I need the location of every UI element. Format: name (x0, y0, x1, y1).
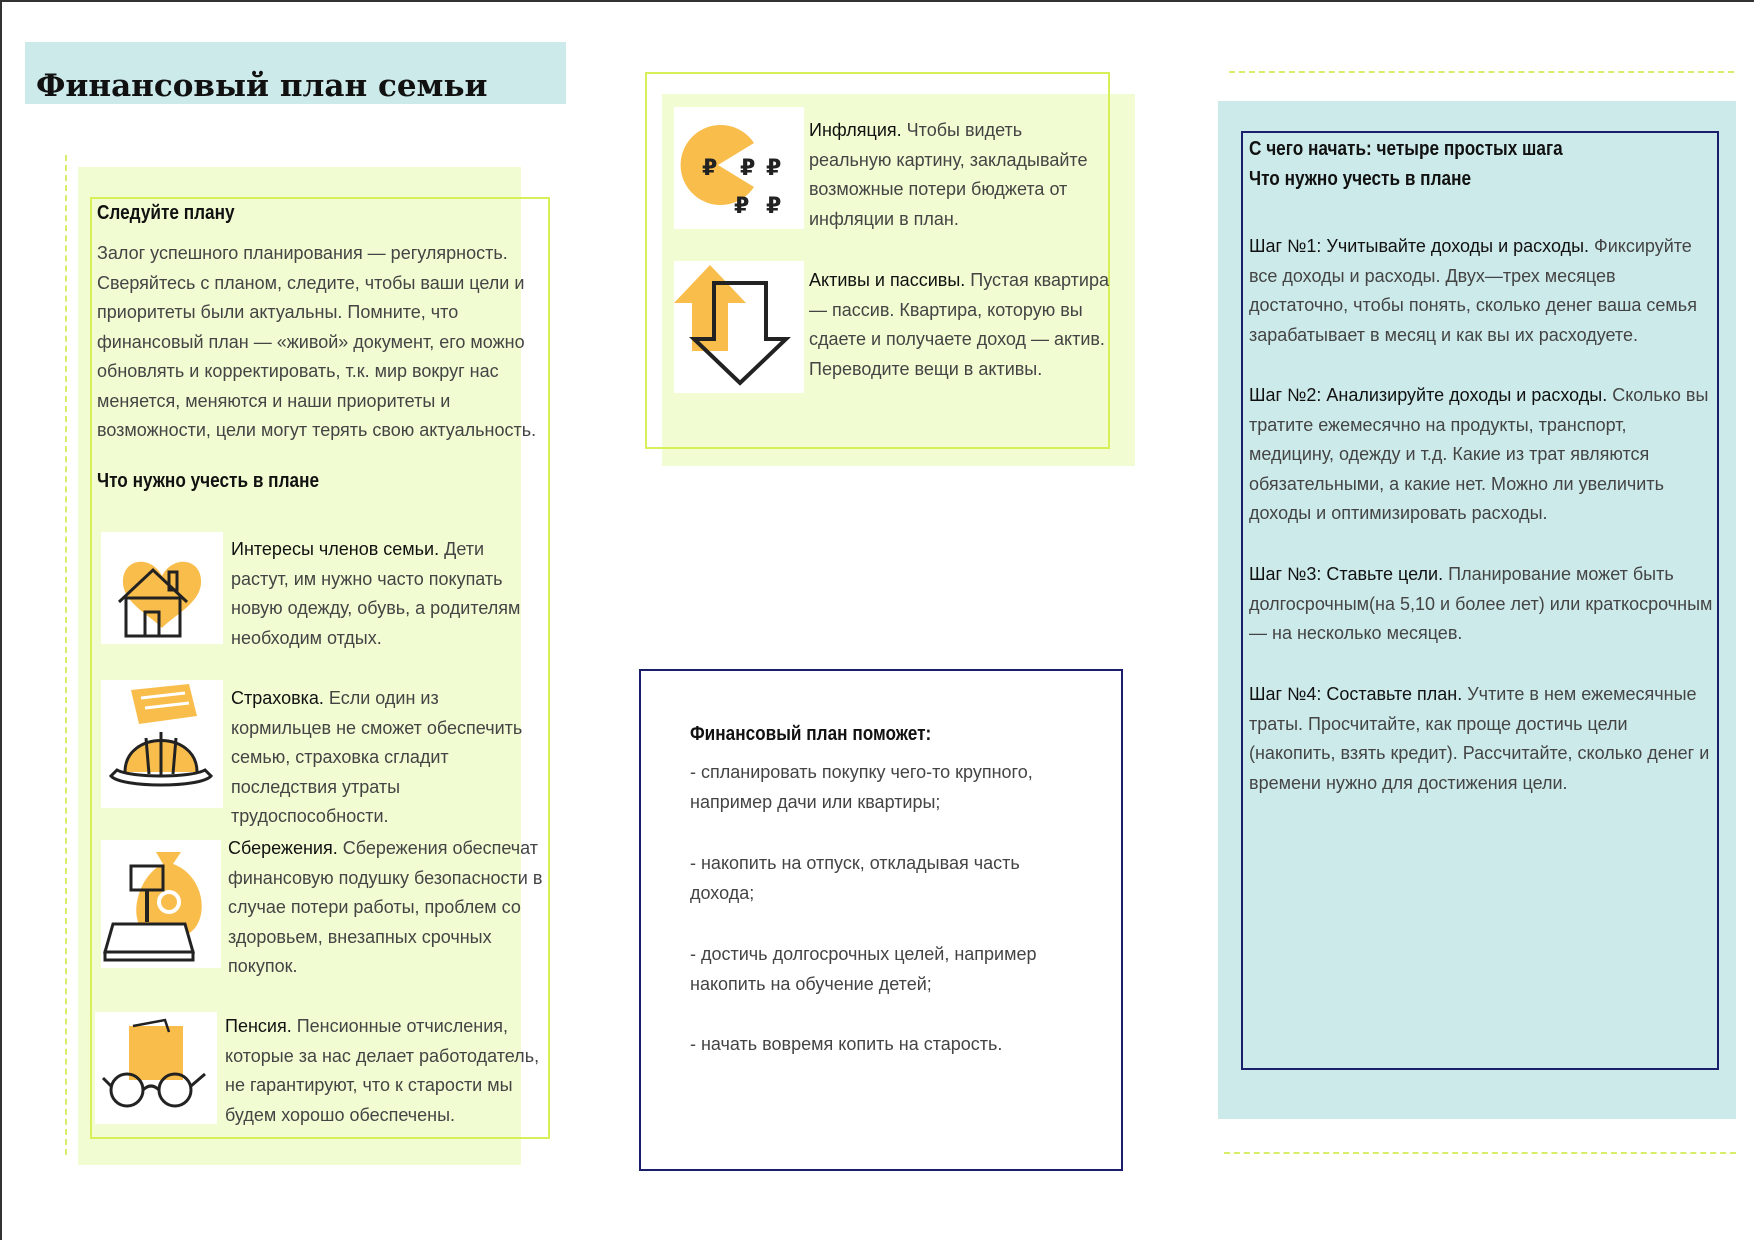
inflation-ruble-icon (674, 107, 804, 229)
plan-item-4: - начать вовремя копить на старость. (690, 1034, 1003, 1054)
page-title: Финансовый план семьи (36, 68, 488, 104)
step-4-label: Шаг №4: Составьте план. (1249, 684, 1463, 704)
left-item-insurance-label: Страховка. (231, 688, 324, 708)
left-item-family-text: Дети растут, им нужно часто покупать новую одежду, обувь, а родителям необходим отдых. (231, 539, 521, 648)
middle-item-assets-text: Пустая квартира — пассив. Квартира, которую вы сдаете и получаете доход — актив. Переводите вещи в активы. (809, 270, 1109, 379)
step-3 (1249, 560, 1713, 649)
plan-item-2: - накопить на отпуск, откладывая часть дохода; (690, 853, 1020, 903)
left-item-pension-text: Пенсионные отчисления, которые за нас делает работодатель, не гарантируют, что к старости мы будем хорошо обеспечены. (225, 1016, 540, 1125)
up-down-arrows-icon (674, 261, 804, 393)
follow-plan-heading: Следуйте плану (97, 202, 235, 224)
top-right-dashed-line (1229, 71, 1734, 73)
middle-item-inflation-text: Чтобы видеть реальную картину, закладывайте возможные потери бюджета от инфляции в план. (809, 120, 1088, 229)
left-item-family-label: Интересы членов семьи. (231, 539, 440, 559)
right-heading-steps: С чего начать: четыре простых шага (1249, 138, 1563, 160)
step-1-text: Фиксируйте все доходы и расходы. Двух—трех месяцев достаточно, чтобы понять, сколько денег ваша семья зарабатывает в месяц и как вы их расходуете. (1249, 236, 1697, 345)
left-item-savings-label: Сбережения. (228, 838, 338, 858)
middle-item-assets-label: Активы и пассивы. (809, 270, 966, 290)
plan-item-1: - спланировать покупку чего-то крупного, например дачи или квартиры; (690, 762, 1033, 812)
ruble-symbol-1: ₽ (702, 156, 718, 181)
consider-heading: Что нужно учесть в плане (97, 470, 320, 492)
right-heading-consider: Что нужно учесть в плане (1249, 168, 1472, 190)
middle-item-inflation (809, 116, 1109, 234)
step-4 (1249, 680, 1713, 798)
bottom-right-dashed-line (1224, 1152, 1736, 1154)
step-1-label: Шаг №1: Учитывайте доходы и расходы. (1249, 236, 1590, 256)
step-3-label: Шаг №3: Ставьте цели. (1249, 564, 1444, 584)
left-item-insurance (231, 684, 543, 832)
scale-money-bag-icon (101, 840, 221, 968)
glasses-wallet-icon (95, 1012, 217, 1124)
middle-item-inflation-label: Инфляция. (809, 120, 902, 140)
left-dashed-line (65, 155, 67, 1155)
plan-helps-heading: Финансовый план поможет: (690, 723, 932, 745)
step-2-label: Шаг №2: Анализируйте доходы и расходы. (1249, 385, 1608, 405)
left-item-savings-text: Сбережения обеспечат финансовую подушку безопасности в случае потери работы, проблем со здоровьем, внезапных срочных покупок. (228, 838, 543, 976)
left-item-pension-label: Пенсия. (225, 1016, 292, 1036)
ruble-symbol-2: ₽ (740, 156, 756, 181)
page-border-left (0, 0, 2, 1240)
left-item-insurance-text: Если один из кормильцев не сможет обеспечить семью, страховка сгладит последствия утраты трудоспособности. (231, 688, 523, 826)
step-3-text: Планирование может быть долгосрочным(на 5,10 и более лет) или краткосрочным — на несколько месяцев. (1249, 564, 1713, 643)
follow-plan-text: Залог успешного планирования — регулярность. Сверяйтесь с планом, следите, чтобы ваши цели и приоритеты были актуальны. Помните, что финансовый план — «живой» документ, его можно обновлять и корректировать, т.к. мир вокруг нас меняется, меняются и наши приоритеты и возможности, цели могут терять свою актуальность. (97, 243, 537, 440)
ruble-symbol-3: ₽ (766, 156, 782, 181)
ruble-symbol-5: ₽ (766, 194, 782, 219)
page-border-top (0, 0, 1754, 2)
hard-hat-icon (101, 680, 223, 808)
step-2-text: Сколько вы тратите ежемесячно на продукты, транспорт, медицину, одежду и т.д. Какие из трат являются обязательными, а какие нет. Можно ли увеличить доходы и оптимизировать расходы. (1249, 385, 1709, 523)
left-item-family (231, 535, 543, 653)
step-4-text: Учтите в нем ежемесячные траты. Просчитайте, как проще достичь цели (накопить, взять кредит). Рассчитайте, сколько денег и времени нужно для достижения цели. (1249, 684, 1710, 793)
left-item-pension (225, 1012, 543, 1130)
plan-item-3: - достичь долгосрочных целей, например накопить на обучение детей; (690, 944, 1037, 994)
ruble-symbol-4: ₽ (734, 194, 750, 219)
step-1 (1249, 232, 1713, 350)
left-item-savings (228, 834, 543, 982)
house-heart-icon (101, 532, 223, 644)
step-2 (1249, 381, 1713, 529)
middle-item-assets (809, 266, 1109, 384)
